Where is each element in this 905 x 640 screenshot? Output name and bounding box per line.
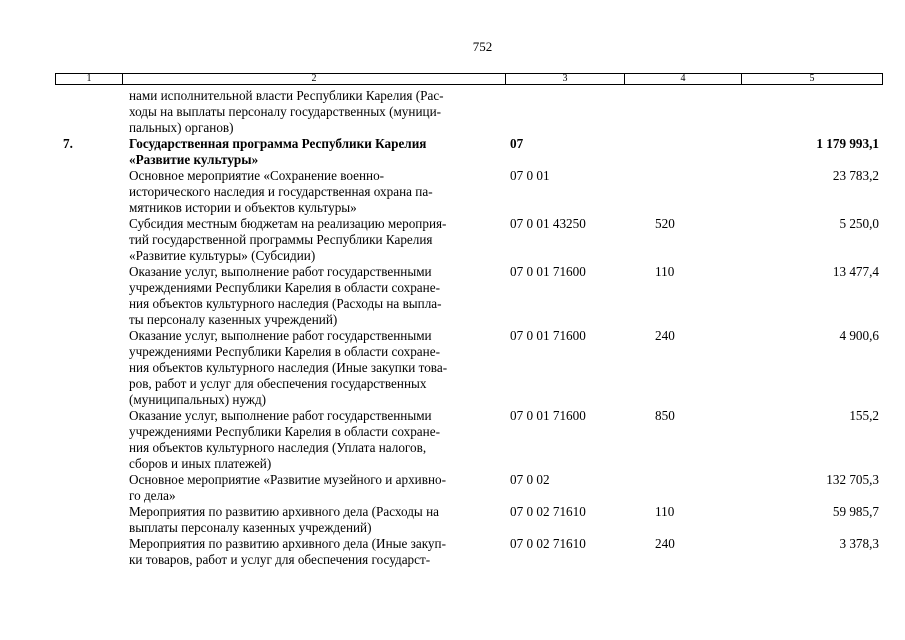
header-col-1: 1: [56, 74, 123, 84]
row-code: 07 0 01: [510, 168, 550, 183]
table-row: [55, 264, 883, 328]
row-amount: 3 378,3: [839, 536, 879, 551]
row-expense-type: 240: [655, 536, 675, 551]
row-code: 07: [510, 136, 524, 151]
row-description: нами исполнительной власти Республики Карелия (Рас- ходы на выплаты персоналу государственных (муници- пальных) органов): [129, 88, 444, 135]
header-col-5: 5: [809, 73, 815, 84]
row-amount: 23 783,2: [832, 168, 879, 183]
table-row: [55, 168, 883, 216]
row-amount: 132 705,3: [826, 472, 879, 487]
row-amount: 59 985,7: [832, 504, 879, 519]
row-code: [505, 88, 609, 136]
row-code: 07 0 01 71600: [510, 328, 586, 343]
table-row: [55, 328, 883, 408]
row-code: 07 0 02: [510, 472, 550, 487]
row-code: 07 0 01 43250: [510, 216, 586, 231]
row-description: Основное мероприятие «Сохранение военно- исторического наследия и государственная охрана па- мятников истории и объектов культуры»: [129, 168, 433, 215]
row-amount: 4 900,6: [839, 328, 879, 343]
row-code: 07 0 02 71610: [510, 504, 586, 519]
row-description: Субсидия местным бюджетам на реализацию мероприя- тий государственной программы Республики Карелия «Развитие культуры» (Субсидии): [129, 216, 447, 263]
row-description: Государственная программа Республики Карелия «Развитие культуры»: [129, 136, 427, 167]
row-description: Оказание услуг, выполнение работ государственными учреждениями Республики Карелия в области сохране- ния объектов культурного наследия (Иные закупки това- ров, работ и услуг для обеспечения государственных (муниципальных) нужд): [129, 328, 448, 407]
row-expense-type: 520: [655, 216, 675, 231]
row-description: Основное мероприятие «Развитие музейного и архивно- го дела»: [129, 472, 446, 503]
row-expense-type: 110: [655, 504, 675, 519]
row-expense-type: 110: [655, 264, 675, 279]
row-amount: 1 179 993,1: [816, 136, 879, 151]
table-row: [55, 136, 883, 168]
row-amount: 155,2: [849, 408, 879, 423]
row-amount: 13 477,4: [832, 264, 879, 279]
row-number: 7.: [63, 136, 73, 151]
table-row: [55, 504, 883, 536]
row-amount: 5 250,0: [839, 216, 879, 231]
row-number: [55, 536, 129, 568]
table-body: [55, 88, 883, 568]
row-expense-type: 850: [655, 408, 675, 423]
row-number: [55, 472, 129, 504]
row-code: 07 0 01 71600: [510, 264, 586, 279]
row-code: 07 0 01 71600: [510, 408, 586, 423]
row-amount: [726, 88, 883, 136]
page-number: 752: [472, 39, 493, 54]
row-number: [55, 264, 129, 328]
row-expense-type: [609, 168, 726, 216]
row-number: [55, 408, 129, 472]
row-expense-type: [609, 88, 726, 136]
row-description: Мероприятия по развитию архивного дела (Иные закуп- ки товаров, работ и услуг для обеспечения государст-: [129, 536, 446, 567]
row-number: [55, 504, 129, 536]
header-col-2: 2: [123, 74, 506, 84]
table-row: [55, 216, 883, 264]
row-description: Мероприятия по развитию архивного дела (Расходы на выплаты персоналу казенных учреждений): [129, 504, 439, 535]
row-description: Оказание услуг, выполнение работ государственными учреждениями Республики Карелия в области сохране- ния объектов культурного наследия (Расходы на выпла- ты персоналу казенных учреждений): [129, 264, 442, 327]
row-description: Оказание услуг, выполнение работ государственными учреждениями Республики Карелия в области сохране- ния объектов культурного наследия (Уплата налогов, сборов и иных платежей): [129, 408, 440, 471]
header-col-3: 3: [506, 74, 625, 84]
header-col-4: 4: [625, 74, 742, 84]
row-number: [55, 168, 129, 216]
row-number: [55, 216, 129, 264]
row-expense-type: 240: [655, 328, 675, 343]
table-row: [55, 88, 883, 136]
row-number: [55, 328, 129, 408]
row-number: [55, 88, 129, 136]
table-row: [55, 408, 883, 472]
table-row: [55, 472, 883, 504]
table-row: [55, 536, 883, 568]
row-expense-type: [609, 472, 726, 504]
row-code: 07 0 02 71610: [510, 536, 586, 551]
row-expense-type: [609, 136, 726, 168]
table-header: [55, 73, 883, 85]
